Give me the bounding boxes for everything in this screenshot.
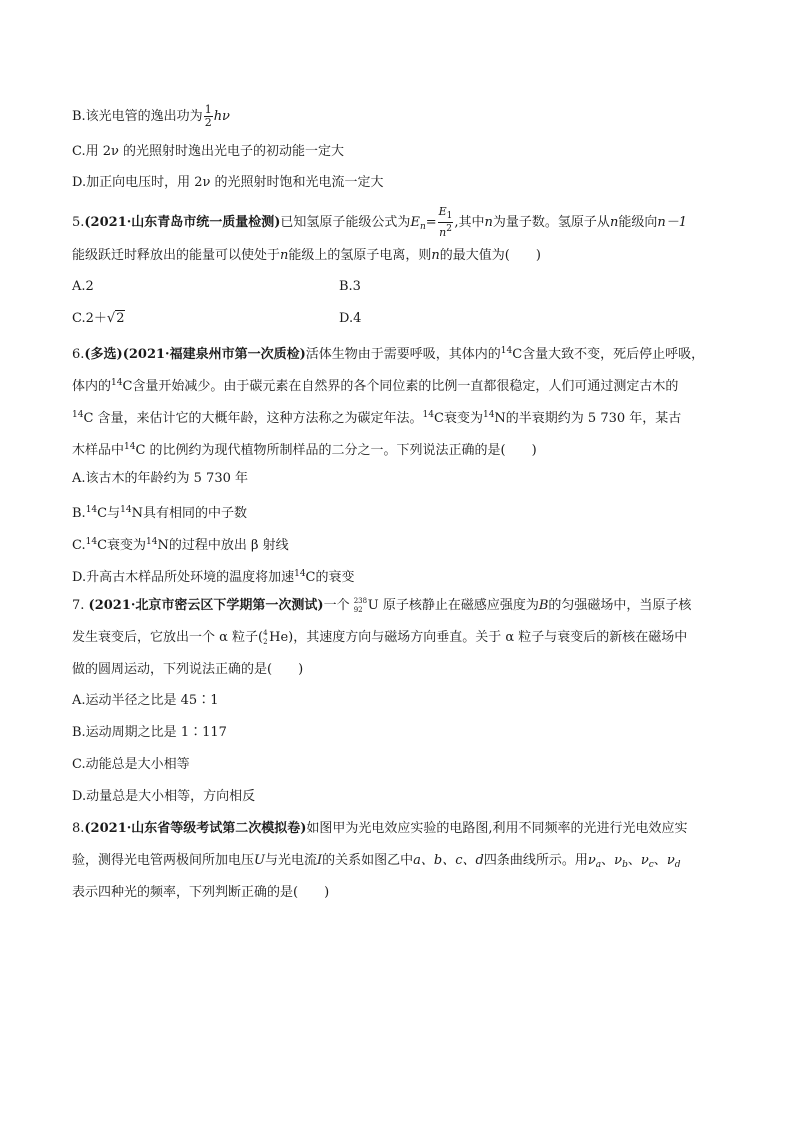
q6-text: 的衰变 (315, 570, 355, 585)
n14-symbol: N (131, 506, 143, 521)
nu-sub: b (622, 860, 628, 870)
q5-option-c (72, 311, 125, 326)
q7-text: 一个 (323, 598, 350, 613)
frac-denominator: 2 (204, 116, 212, 129)
q6-option-a: A.该古木的年龄约为 5 730 年 (72, 471, 249, 486)
q6-text: 衰变为 (107, 538, 147, 553)
n14-mass: 14 (146, 537, 158, 547)
q7-text: 原子核静止在磁感应强度为 (378, 598, 539, 613)
c14-mass: 14 (124, 442, 136, 452)
nu-sub: c (648, 860, 654, 870)
frac-num-sub: 1 (446, 211, 453, 221)
q7-stem-line2 (72, 629, 687, 647)
c14-mass: 14 (422, 410, 434, 420)
q6-text: 具有相同的中子数 (142, 506, 247, 521)
c14-mass: 14 (72, 410, 84, 420)
q6-text: 含量，来估计它的大概年龄，这种方法称之为碳定年法。 (93, 411, 423, 426)
q6-option-b (72, 501, 247, 523)
nu-sub: d (674, 860, 681, 870)
q8-stem-line1 (72, 820, 688, 838)
q5-n: n (280, 248, 289, 263)
q5-text: 的最大值为( ) (439, 248, 541, 263)
q6-stem-line3 (72, 406, 681, 428)
frac-numerator: 1 (204, 103, 212, 116)
c14-mass: 14 (500, 346, 513, 356)
sep: 、 (653, 853, 667, 868)
he4-nuclide (263, 630, 269, 646)
q8-abcd: a、b、c、d (413, 853, 484, 868)
q8-source: (2021·山东省等级考试第二次模拟卷) (84, 821, 307, 836)
q5-text: 能级上的氢原子电离，则 (288, 248, 432, 263)
c14-symbol: C (97, 506, 108, 521)
q5-number: 5. (72, 215, 85, 230)
q4-option-c: C.用 2ν 的光照射时逸出光电子的初动能一定大 (72, 144, 345, 159)
q5-options-row2 (72, 310, 722, 328)
q4-option-d: D.加正向电压时，用 2ν 的光照射时饱和光电流一定大 (72, 175, 384, 190)
c14-mass: 14 (294, 569, 306, 579)
c14-symbol: C (97, 538, 108, 553)
q6-source: (2021·福建泉州市第一次质检) (122, 347, 306, 362)
q5-options-row1 (72, 278, 722, 296)
q6-text: 活体生物由于需要呼吸，其体内的 (305, 347, 501, 362)
q8-text: 的关系如图乙中 (322, 853, 414, 868)
he-symbol: He (269, 630, 289, 645)
q6-option-c (72, 533, 289, 555)
sqrt-symbol: √2 (106, 311, 125, 326)
nu-sub: a (595, 860, 602, 870)
q6-text: 的半衰期约为 5 730 年，某古 (505, 411, 682, 426)
q7-source: (2021·北京市密云区下学期第一次测试) (88, 598, 324, 613)
sqrt-radicand: 2 (116, 311, 125, 326)
q8-text: 验，测得光电管两极间所加电压 (72, 853, 255, 868)
c14-symbol: C (122, 379, 133, 394)
q5-n-minus-1: n－1 (657, 215, 687, 230)
q8-u: U (254, 853, 265, 868)
sep: 、 (627, 853, 641, 868)
q5-option-a: A.2 (72, 279, 94, 294)
q6-text: 衰变为 (443, 411, 483, 426)
q7-text: )，其速度方向与磁场方向垂直。关于 α 粒子与衰变后的新核在磁场中 (288, 630, 688, 645)
n14-symbol: N (494, 411, 506, 426)
q5-option-b: B.3 (339, 279, 361, 294)
q5-n: n (484, 215, 493, 230)
nu: ν (587, 853, 596, 868)
c14-mass: 14 (111, 378, 123, 388)
q5-text: ,其中 (454, 215, 485, 230)
q6-text: D.升高古木样品所处环境的温度将加速 (72, 570, 295, 585)
q8-text: 如图甲为光电效应实验的电路图,利用不同频率的光进行光电效应实 (306, 821, 688, 836)
q5-text: 为量子数。氢原子从 (492, 215, 610, 230)
n14-mass: 14 (120, 505, 132, 515)
q7-stem-line1 (72, 597, 691, 615)
q7-stem-line3: 做的圆周运动，下列说法正确的是( ) (72, 662, 304, 677)
q6-number: 6. (72, 347, 85, 362)
frac-den-n: n (439, 226, 447, 239)
q8-text: 与光电流 (264, 853, 317, 868)
q5-text: 能级跃迁时释放出的能量可以使处于 (72, 248, 281, 263)
q5-formula-eq: = (425, 215, 437, 230)
q6-text: 木样品中 (72, 443, 125, 458)
q6-text: 含量大致不变，死后停止呼吸， (522, 347, 705, 362)
q5-formula-sub: n (419, 222, 426, 232)
u238-nuclide (354, 598, 368, 614)
q6-text: 与 (107, 506, 121, 521)
c14-symbol: C (434, 411, 444, 426)
q6-text: 的过程中放出 β 射线 (168, 538, 289, 553)
q8-stem-line2 (72, 852, 680, 874)
n14-symbol: N (157, 538, 169, 553)
u-mass: 238 (353, 596, 368, 605)
q4-option-b-text: B.该光电管的逸出功为 (72, 109, 203, 124)
q8-i: I (317, 853, 323, 868)
he-mass: 4 (263, 628, 268, 637)
q8-number: 8. (72, 821, 85, 836)
q5-n: n (609, 215, 619, 230)
q5-text: 已知氢原子能级公式为 (280, 215, 411, 230)
q6-multi: (多选) (84, 347, 123, 362)
q8-stem-line3: 表示四种光的频率，下列判断正确的是( ) (72, 885, 330, 900)
q5-n: n (431, 248, 440, 263)
q6-text: 的比例约为现代植物所制样品的二分之一。下列说法正确的是( ) (145, 443, 537, 458)
c14-symbol: C (83, 411, 94, 426)
q7-option-d: D.动量总是大小相等，方向相反 (72, 789, 256, 804)
q4-option-b (72, 104, 230, 129)
q6-text: C. (72, 538, 86, 553)
nu: ν (666, 853, 675, 868)
q6-text: 体内的 (72, 379, 112, 394)
q5-stem-line1 (72, 206, 687, 239)
q8-text: 四条曲线所示。用 (483, 853, 588, 868)
q7-option-a: A.运动半径之比是 45∶1 (72, 693, 219, 708)
c14-symbol: C (305, 570, 316, 585)
q5-formula-e: E (410, 215, 420, 230)
q5-formula-fraction (438, 206, 454, 239)
he-z: 2 (263, 637, 268, 646)
q6-stem-line4 (72, 438, 537, 460)
nu: ν (640, 853, 649, 868)
q4-option-b-fraction (204, 104, 213, 129)
q5-source: (2021·山东青岛市统一质量检测) (84, 215, 281, 230)
q6-text: B. (72, 506, 86, 521)
q6-stem-line2 (72, 374, 678, 396)
c14-mass: 14 (85, 537, 98, 547)
q6-option-d (72, 565, 355, 587)
c14-mass: 14 (85, 505, 98, 515)
q5-stem-line2 (72, 247, 541, 265)
q5-option-d: D.4 (339, 311, 362, 326)
q5-text: 能级向 (618, 215, 658, 230)
n14-mass: 14 (482, 410, 495, 420)
q7-option-c: C.动能总是大小相等 (72, 757, 190, 772)
q7-text: 的匀强磁场中，当原子核 (548, 598, 692, 613)
q7-option-b: B.运动周期之比是 1∶117 (72, 725, 227, 740)
q7-number: 7. (72, 598, 89, 613)
c14-symbol: C (135, 443, 146, 458)
frac-den-sup: 2 (446, 224, 452, 234)
u-z: 92 (353, 605, 363, 614)
q7-b: B (538, 598, 549, 613)
sep: 、 (601, 853, 615, 868)
q7-text: 发生衰变后，它放出一个 α 粒子( (72, 630, 264, 645)
nu: ν (614, 853, 623, 868)
q6-text: 含量开始减少。由于碳元素在自然界的各个同位素的比例一直都很稳定，人们可通过测定古木的 (132, 379, 679, 394)
q5-option-c-text: C.2＋ (72, 311, 107, 326)
q6-stem-line1 (72, 342, 704, 364)
c14-symbol: C (512, 347, 523, 362)
u-symbol: U (367, 598, 379, 613)
frac-num-e: E (438, 205, 447, 218)
q4-option-b-hv: hν (213, 109, 230, 124)
